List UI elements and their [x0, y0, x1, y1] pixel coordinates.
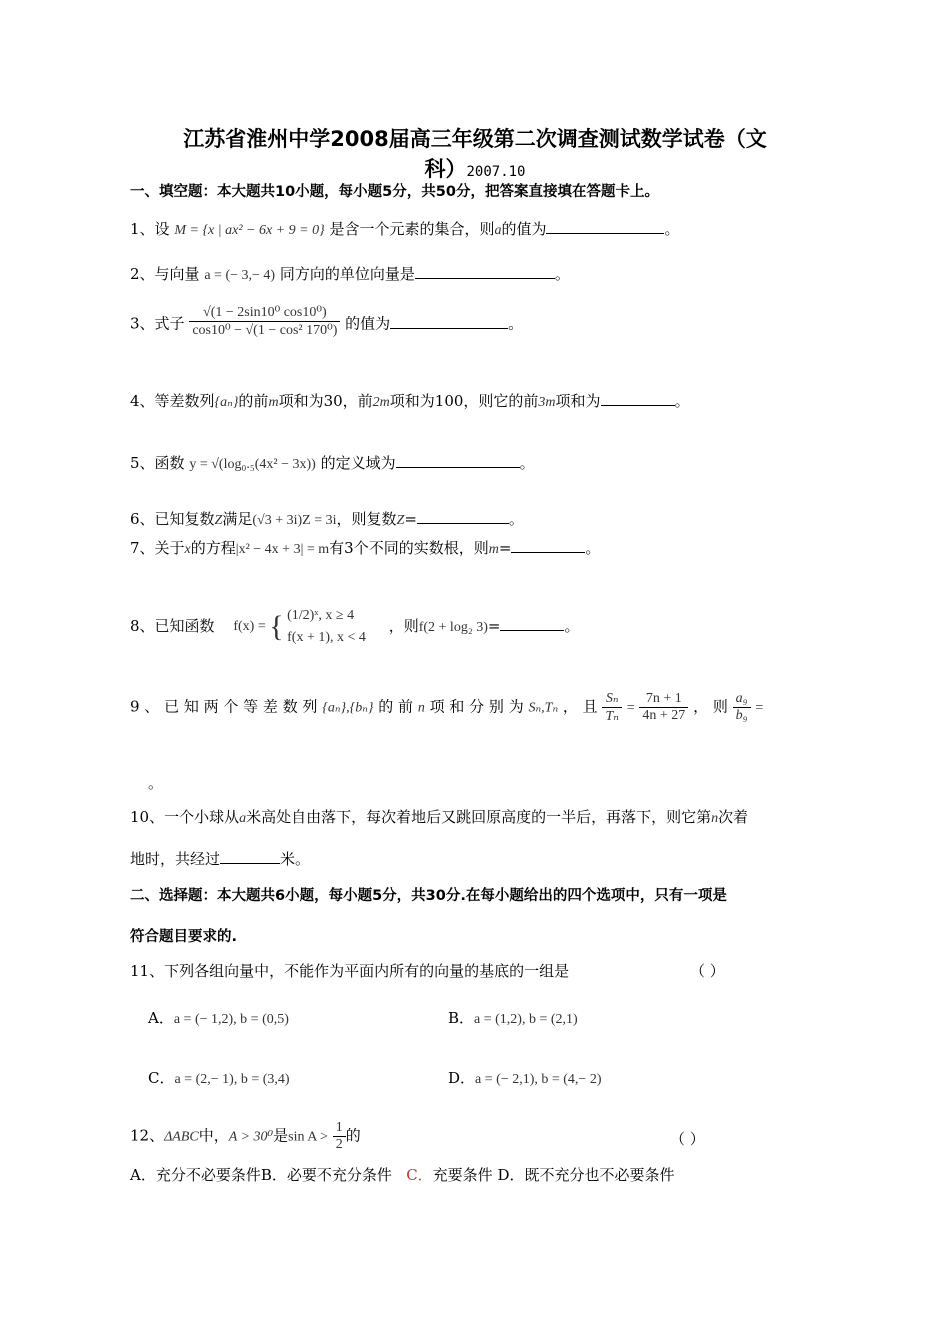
option-11-b[interactable]: B．a = (1,2), b = (2,1) — [448, 1009, 578, 1027]
section-choice-header-2: 符合题目要求的. — [130, 929, 238, 945]
option-12-b[interactable]: B．必要不充分条件 — [260, 1166, 392, 1184]
answer-blank[interactable] — [601, 391, 675, 406]
answer-blank[interactable] — [390, 314, 508, 329]
question-1: 1、设 M = {x | ax² − 6x + 9 = 0} 是含一个元素的集合，则a的值为 。 — [130, 220, 680, 238]
math-set-m: M = {x | ax² − 6x + 9 = 0} — [174, 223, 325, 238]
answer-blank[interactable] — [396, 453, 520, 468]
question-7: 7、关于x的方程|x² − 4x + 3| = m有3个不同的实数根，则m= 。 — [130, 539, 601, 557]
brace-icon: { — [269, 610, 284, 643]
title-line-2: 科）2007.10 — [424, 157, 526, 181]
option-12-d[interactable]: D．既不充分也不必要条件 — [497, 1166, 675, 1184]
question-3: 3、式子 $\frac{\text{√(1 − 2sin10⁰ cos10⁰)}}{\text{cos10⁰ − √(1 − cos² 170⁰)}}$ 的值为 。 — [130, 305, 524, 338]
exam-date: 2007.10 — [466, 164, 526, 180]
page-title — [120, 124, 830, 187]
math-fraction: $\frac{\text{√(1 − 2sin10⁰ cos10⁰)}}{\text{cos10⁰ − √(1 − cos² 170⁰)}}$ — [189, 304, 340, 339]
question-4: 4、等差数列{aₙ}的前m项和为30，前2m项和为100，则它的前3m项和为 。 — [130, 392, 690, 410]
answer-blank[interactable] — [220, 849, 280, 864]
question-12-options — [130, 1164, 840, 1185]
section-fill-in-header: 一、填空题：本大题共10小题，每小题5分，共50分，把答案直接填在答题卡上。 — [130, 184, 659, 200]
section-choice-header: 二、选择题：本大题共6小题，每小题5分，共30分.在每小题给出的四个选项中，只有一项是 — [130, 888, 727, 904]
question-10: 10、一个小球从a米高处自由落下，每次着地后又跳回原高度的一半后，再落下，则它第n次着 — [130, 808, 749, 826]
math-function-y: y = √(log₀.₅(4x² − 3x)) — [189, 457, 316, 472]
title-line-1: 江苏省淮州中学2008届高三年级第二次调查测试数学试卷（文 — [183, 127, 767, 151]
option-12-c-label[interactable]: C． — [406, 1166, 433, 1184]
question-9-end: 。 — [148, 774, 164, 792]
question-8: 8、已知函数 f(x) = { (1/2)ˣ, x ≥ 4 f(x + 1), x < 4 ，则f(2 + log₂ 3)= 。 — [130, 605, 840, 649]
option-12-c[interactable]: 充要条件 — [432, 1166, 493, 1184]
answer-blank[interactable] — [415, 264, 555, 279]
question-10-line-2: 地时，共经过 米。 — [130, 850, 311, 868]
answer-blank[interactable] — [511, 538, 585, 553]
math-vector-a: a = (− 3,− 4) — [204, 268, 276, 283]
question-9: 9 、 已 知 两 个 等 差 数 列 {aₙ},{bₙ} 的 前 n 项 和 分 别 为 Sₙ,Tₙ ， 且 $\frac{\text{Sₙ}}{\text{Tₙ}}$ = $\frac{7n + 1}{4n + 27}$ ， 则 $\frac{\text{a₉}}{\text{b₉}}$ = — [130, 691, 764, 724]
answer-blank[interactable] — [546, 219, 664, 234]
answer-paren[interactable]: （ ） — [690, 962, 725, 980]
question-12: 12、ΔABC中，A > 30⁰是sin A > $\frac{1}{2}$ 的 — [130, 1120, 361, 1152]
option-11-c[interactable]: C．a = (2,− 1), b = (3,4) — [148, 1069, 290, 1087]
option-11-d[interactable]: D．a = (− 2,1), b = (4,− 2) — [448, 1069, 602, 1087]
option-12-a[interactable]: A．充分不必要条件 — [130, 1166, 261, 1184]
math-piecewise: f(x) = { (1/2)ˣ, x ≥ 4 f(x + 1), x < 4 — [233, 608, 366, 645]
question-5: 5、函数 y = √(log₀.₅(4x² − 3x)) 的定义域为 。 — [130, 454, 535, 472]
answer-paren[interactable]: （ ） — [670, 1130, 705, 1148]
option-11-a[interactable]: A．a = (− 1,2), b = (0,5) — [148, 1009, 289, 1027]
question-6: 6、已知复数Z满足(√3 + 3i)Z = 3i，则复数Z= 。 — [130, 510, 524, 528]
question-11: 11、下列各组向量中，不能作为平面内所有的向量的基底的一组是 — [130, 962, 570, 980]
question-2: 2、与向量 a = (− 3,− 4) 同方向的单位向量是 。 — [130, 265, 570, 283]
answer-blank[interactable] — [417, 509, 509, 524]
answer-blank[interactable] — [500, 616, 564, 631]
